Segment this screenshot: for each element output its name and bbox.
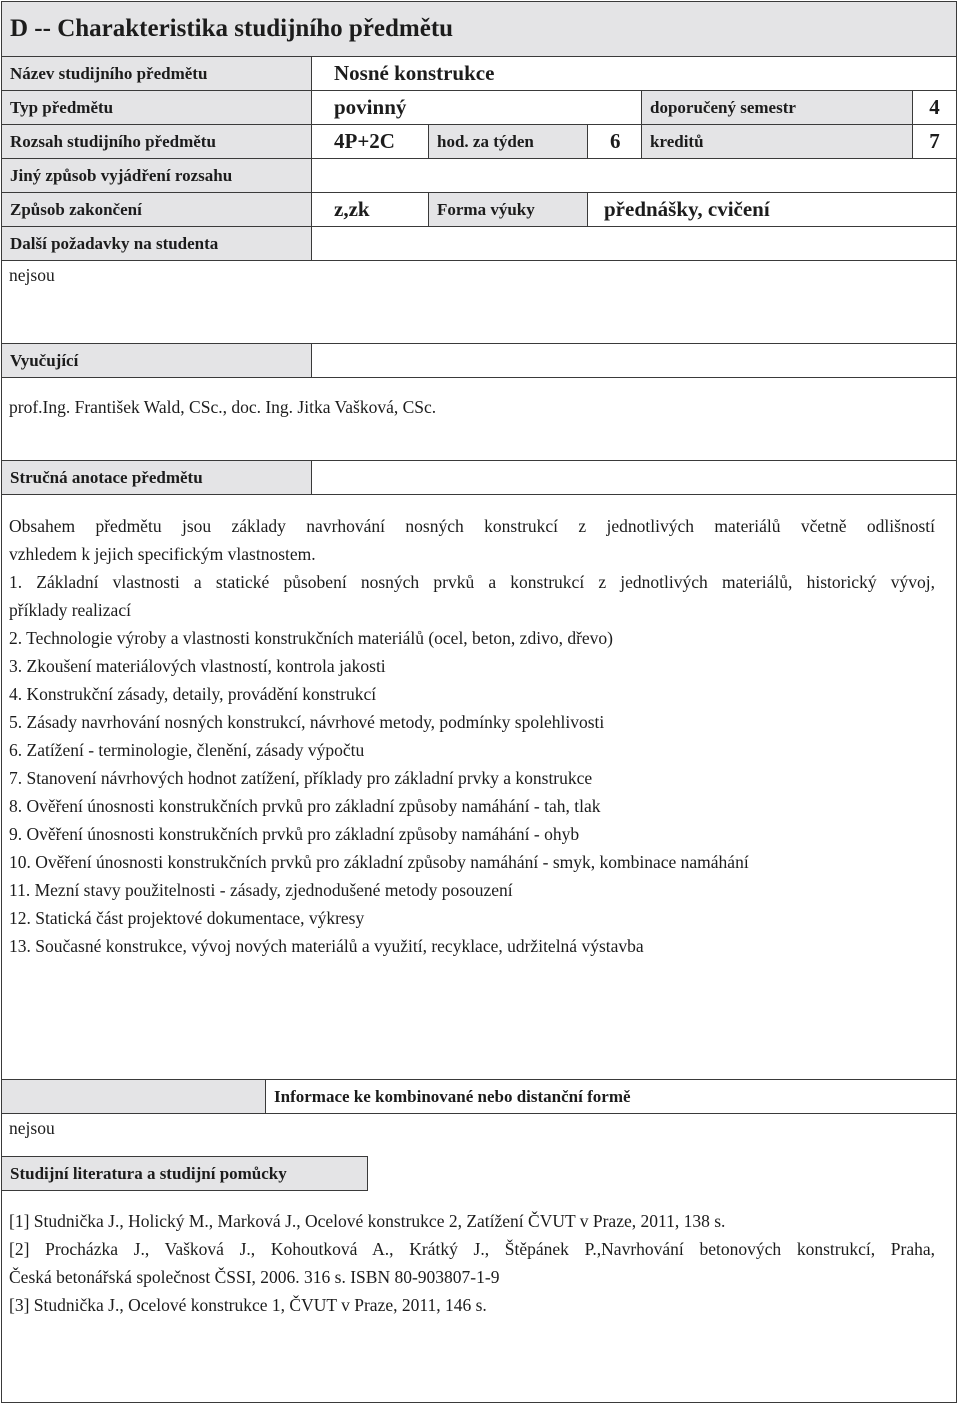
anotace-item: 7. Stanovení návrhových hodnot zatížení, příklady pro základní prvky a konstrukce [9,768,593,788]
anotace-item: 2. Technologie výroby a vlastnosti konstrukčních materiálů (ocel, beton, zdivo, dřevo) [9,628,613,648]
anotace-intro-line2: vzhledem k jejich specifickým vlastnostem. [9,544,316,564]
jiny-value [311,158,957,193]
anotace-item1-line2: příklady realizací [9,600,131,620]
vyucujici-value: prof.Ing. František Wald, CSc., doc. Ing. Jitka Vašková, CSc. [9,397,437,417]
kombinovana-gray-block [1,1079,266,1114]
semestr-label: doporučený semestr [641,90,913,125]
anotace-item: 11. Mezní stavy použitelnosti - zásady, zjednodušené metody posouzení [9,880,513,900]
page-title: D -- Charakteristika studijního předmětu [1,1,957,57]
anotace-item: 13. Současné konstrukce, vývoj nových materiálů a využití, recyklace, udržitelná výstavba [9,936,644,956]
anotace-intro-line1: Obsahem předmětu jsou základy navrhování nosných konstrukcí z jednotlivých materiálů včetně odlišností [9,516,935,536]
hod-label: hod. za týden [428,124,588,159]
rozsah-label: Rozsah studijního předmětu [1,124,312,159]
literatura-label: Studijní literatura a studijní pomůcky [1,1156,368,1191]
nazev-label: Název studijního předmětu [1,56,312,91]
rozsah-value: 4P+2C [311,124,429,159]
zakonceni-label: Způsob zakončení [1,192,312,227]
anotace-item1-line1: 1. Základní vlastnosti a statické působení nosných prvků a konstrukcí z jednotlivých materiálů, historický vývoj, [9,572,935,592]
semestr-value: 4 [912,90,957,125]
kombinovana-label: Informace ke kombinované nebo distanční formě [265,1079,957,1114]
hod-value: 6 [587,124,642,159]
typ-value: povinný [311,90,642,125]
anotace-label: Stručná anotace předmětu [1,460,312,495]
anotace-item: 4. Konstrukční zásady, detaily, provádění konstrukcí [9,684,377,704]
kredity-value: 7 [912,124,957,159]
zakonceni-value: z,zk [311,192,429,227]
kombinovana-value: nejsou [9,1118,55,1138]
literatura-ref1: [1] Studnička J., Holický M., Marková J., Ocelové konstrukce 2, Zatížení ČVUT v Praze, 2011, 138 s. [9,1211,726,1231]
jiny-label: Jiný způsob vyjádření rozsahu [1,158,312,193]
kredity-label: kreditů [641,124,913,159]
pozadavky-area [1,260,957,344]
anotace-item: 3. Zkoušení materiálových vlastností, kontrola jakosti [9,656,386,676]
literatura-ref2-line1: [2] Procházka J., Vašková J., Kohoutková A., Krátký J., Štěpánek P.,Navrhování betonových konstrukcí, Praha, [9,1239,935,1259]
anotace-item: 8. Ověření únosnosti konstrukčních prvků pro základní způsoby namáhání - tah, tlak [9,796,601,816]
forma-value: přednášky, cvičení [587,192,957,227]
anotace-item: 10. Ověření únosnosti konstrukčních prvků pro základní způsoby namáhání - smyk, kombinace namáhání [9,852,749,872]
nazev-value: Nosné konstrukce [311,56,957,91]
anotace-item: 9. Ověření únosnosti konstrukčních prvků pro základní způsoby namáhání - ohyb [9,824,580,844]
literatura-ref2-line2: Česká betonářská společnost ČSSI, 2006. 316 s. ISBN 80-903807-1-9 [9,1267,500,1287]
literatura-ref3: [3] Studnička J., Ocelové konstrukce 1, ČVUT v Praze, 2011, 146 s. [9,1295,487,1315]
pozadavky-label: Další požadavky na studenta [1,226,312,261]
typ-label: Typ předmětu [1,90,312,125]
anotace-item: 6. Zatížení - terminologie, členění, zásady výpočtu [9,740,365,760]
vyucujici-label: Vyučující [1,343,312,378]
anotace-item: 12. Statická část projektové dokumentace, výkresy [9,908,365,928]
anotace-items [9,624,749,960]
forma-label: Forma výuky [428,192,588,227]
pozadavky-value: nejsou [9,265,55,285]
anotace-item: 5. Zásady navrhování nosných konstrukcí, návrhové metody, podmínky spolehlivosti [9,712,605,732]
